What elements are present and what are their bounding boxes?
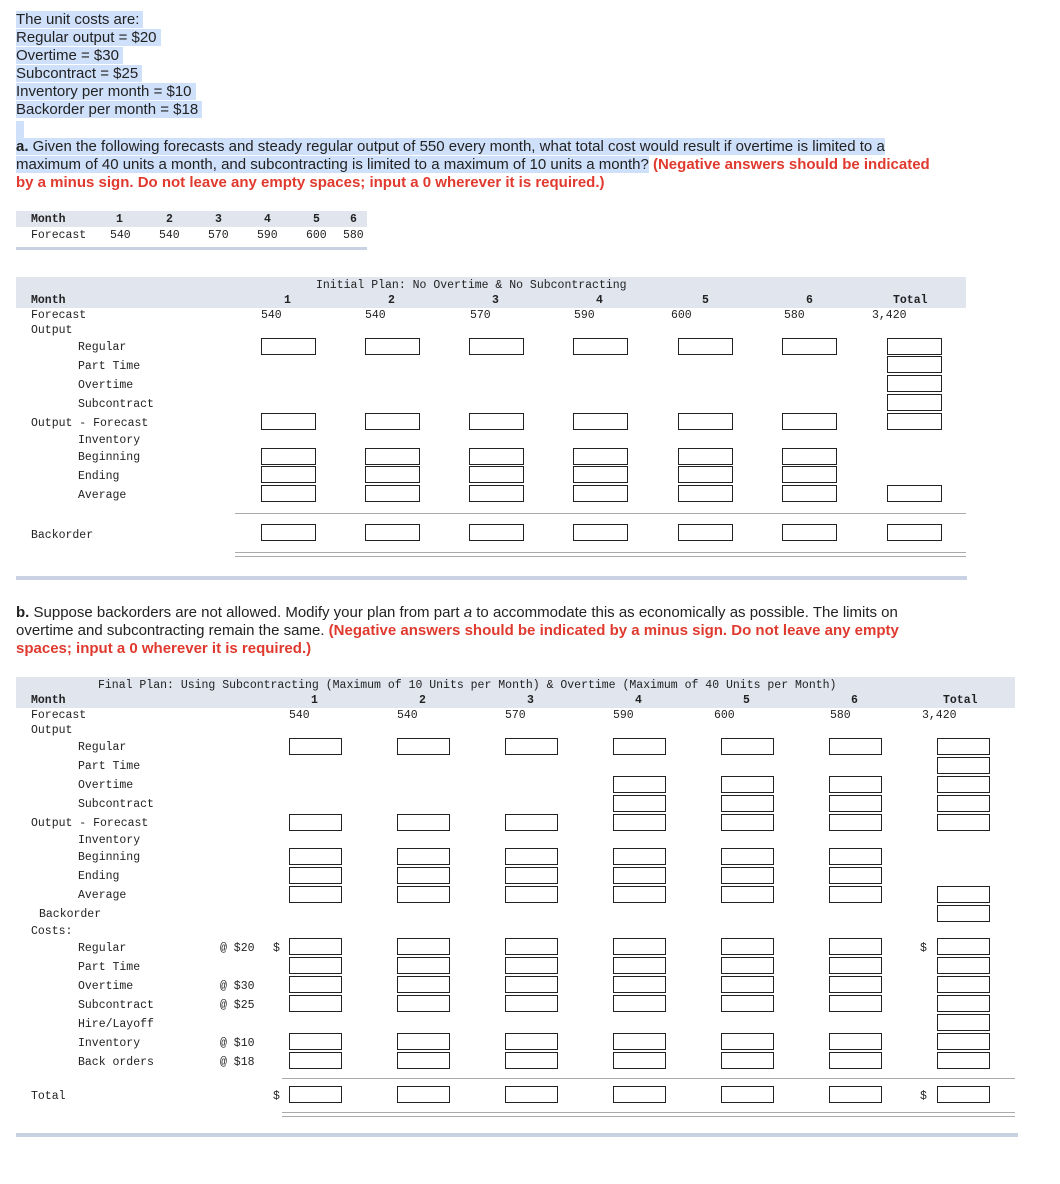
plan-b-output-minus-forecast-input[interactable]	[397, 814, 450, 831]
plan-b-cost-overtime-input[interactable]	[397, 976, 450, 993]
plan-a-backorder-input[interactable]	[469, 524, 524, 541]
plan-a-regular-input[interactable]	[782, 338, 837, 355]
plan-a-output-label: Output	[31, 324, 73, 337]
rate-regular: @ $20	[220, 942, 255, 955]
plan-a-average-input[interactable]	[782, 485, 837, 502]
plan-b-regular-input[interactable]	[289, 738, 342, 755]
plan-b-beginning-label: Beginning	[78, 851, 141, 864]
plan-a-month-label: Month	[31, 294, 66, 307]
plan-b-cost-back-orders-input[interactable]	[397, 1052, 450, 1069]
plan-b-output-minus-forecast-input[interactable]	[829, 814, 882, 831]
plan-b-beginning-input[interactable]	[721, 848, 774, 865]
plan-a-forecast: 570	[470, 309, 491, 322]
plan-b-forecast-total: 3,420	[922, 709, 957, 722]
plan-a-ending-input[interactable]	[365, 466, 420, 483]
plan-a-backorder-input[interactable]	[365, 524, 420, 541]
forecast-table-divider	[16, 247, 367, 250]
plan-a-beginning-input[interactable]	[261, 448, 316, 465]
plan-b-cost-back-orders-input[interactable]	[829, 1052, 882, 1069]
plan-b-cost-inventory-label: Inventory	[78, 1037, 141, 1050]
plan-a-month: 5	[702, 294, 709, 307]
plan-a-ending-label: Ending	[78, 470, 120, 483]
plan-b-cost-part-time-input[interactable]	[721, 957, 774, 974]
plan-b-beginning-input[interactable]	[829, 848, 882, 865]
cost-inventory-line: Inventory per month = $10	[16, 83, 196, 101]
plan-a-divider	[16, 576, 967, 580]
plan-a-average-input[interactable]	[678, 485, 733, 502]
plan-a-beginning-input[interactable]	[573, 448, 628, 465]
plan-a-month: 6	[806, 294, 813, 307]
plan-b-total-cost-column-input[interactable]	[937, 995, 990, 1012]
plan-b-average-input[interactable]	[721, 886, 774, 903]
cost-subcontract-line: Subcontract = $25	[16, 65, 142, 83]
plan-a-output-minus-forecast-input[interactable]	[678, 413, 733, 430]
plan-a-total-output-minus-forecast-input[interactable]	[887, 413, 942, 430]
forecast-month: 4	[264, 213, 271, 226]
plan-b-total-cost-column-input[interactable]	[937, 1014, 990, 1031]
plan-b-cost-regular-input[interactable]	[721, 938, 774, 955]
plan-a-beginning-label: Beginning	[78, 451, 141, 464]
plan-a-output-minus-forecast-input[interactable]	[469, 413, 524, 430]
plan-b-cost-inventory-input[interactable]	[289, 1033, 342, 1050]
plan-b-overtime-input[interactable]	[829, 776, 882, 793]
dollar-sign: $	[920, 1090, 927, 1103]
forecast-value: 580	[343, 229, 364, 242]
plan-b-average-input[interactable]	[397, 886, 450, 903]
plan-b-total-cost-input[interactable]	[397, 1086, 450, 1103]
plan-b-ending-input[interactable]	[289, 867, 342, 884]
plan-b-month: 1	[311, 694, 318, 707]
plan-b-subcontract-input[interactable]	[829, 795, 882, 812]
plan-b-total-cost-input[interactable]	[289, 1086, 342, 1103]
plan-b-cost-back-orders-input[interactable]	[613, 1052, 666, 1069]
plan-b-cost-regular-input[interactable]	[505, 938, 558, 955]
forecast-month: 1	[116, 213, 123, 226]
plan-a-regular-label: Regular	[78, 341, 127, 354]
plan-b-overtime-input[interactable]	[721, 776, 774, 793]
forecast-value: 570	[208, 229, 229, 242]
cost-regular-line: Regular output = $20	[16, 29, 161, 47]
plan-a-output-minus-forecast-input[interactable]	[782, 413, 837, 430]
dollar-sign: $	[273, 942, 280, 955]
plan-a-average-input[interactable]	[365, 485, 420, 502]
plan-a-forecast: 600	[671, 309, 692, 322]
plan-b-title: Final Plan: Using Subcontracting (Maximum of 10 Units per Month) & Overtime (Maximum of 40 Units per Month)	[98, 679, 837, 692]
plan-b-cost-overtime-label: Overtime	[78, 980, 134, 993]
plan-b-cost-hire-layoff-label: Hire/Layoff	[78, 1018, 154, 1031]
plan-b-cost-inventory-input[interactable]	[721, 1033, 774, 1050]
plan-a-ending-input[interactable]	[261, 466, 316, 483]
plan-b-subcontract-input[interactable]	[613, 795, 666, 812]
plan-b-output-label: Output	[31, 724, 73, 737]
plan-a-subcontract-label: Subcontract	[78, 398, 154, 411]
forecast-month: 5	[313, 213, 320, 226]
plan-b-cost-subcontract-label: Subcontract	[78, 999, 154, 1012]
plan-b-regular-input[interactable]	[721, 738, 774, 755]
plan-b-overtime-input[interactable]	[613, 776, 666, 793]
plan-b-month: 4	[635, 694, 642, 707]
plan-b-cost-overtime-input[interactable]	[613, 976, 666, 993]
plan-a-month: 4	[596, 294, 603, 307]
plan-b-total-label: Total	[943, 694, 978, 707]
plan-a-rule	[235, 552, 966, 553]
plan-a-output-minus-forecast-input[interactable]	[573, 413, 628, 430]
plan-b-costs-label: Costs:	[31, 925, 73, 938]
plan-a-regular-input[interactable]	[678, 338, 733, 355]
plan-a-backorder-input[interactable]	[782, 524, 837, 541]
plan-b-month: 2	[419, 694, 426, 707]
plan-b-cost-back-orders-input[interactable]	[289, 1052, 342, 1069]
plan-a-rule	[235, 513, 966, 514]
plan-a-average-label: Average	[78, 489, 127, 502]
plan-b-average-input[interactable]	[289, 886, 342, 903]
plan-b-cost-regular-input[interactable]	[289, 938, 342, 955]
plan-a-overtime-label: Overtime	[78, 379, 134, 392]
rate-inventory: @ $10	[220, 1037, 255, 1050]
plan-b-cost-back-orders-label: Back orders	[78, 1056, 154, 1069]
plan-b-ending-input[interactable]	[829, 867, 882, 884]
plan-a-output-minus-forecast-input[interactable]	[365, 413, 420, 430]
dollar-sign: $	[920, 942, 927, 955]
forecast-month: 6	[350, 213, 357, 226]
plan-a-forecast-total: 3,420	[872, 309, 907, 322]
plan-b-inventory-label: Inventory	[78, 834, 141, 847]
plan-b-regular-input[interactable]	[613, 738, 666, 755]
plan-b-forecast: 570	[505, 709, 526, 722]
part-b-question: b. Suppose backorders are not allowed. Modify your plan from part a to accommodate this as economically as possible. The limits on overtime and subcontracting remain the same. (Negative answers should be indicated by a minus sign. Do not leave any empty spaces; input a 0 wherever it is required.)	[16, 604, 899, 657]
plan-b-part-time-label: Part Time	[78, 760, 141, 773]
forecast-value: 540	[159, 229, 180, 242]
plan-b-cost-overtime-input[interactable]	[721, 976, 774, 993]
plan-b-cost-part-time-input[interactable]	[505, 957, 558, 974]
plan-b-regular-label: Regular	[78, 741, 127, 754]
plan-b-cost-regular-input[interactable]	[397, 938, 450, 955]
plan-b-beginning-input[interactable]	[289, 848, 342, 865]
plan-b-average-input[interactable]	[829, 886, 882, 903]
plan-b-total-cost-column-input[interactable]	[937, 1033, 990, 1050]
plan-b-total-cost-column-input[interactable]	[937, 1086, 990, 1103]
plan-b-month: 6	[851, 694, 858, 707]
plan-b-output-minus-forecast-label: Output - Forecast	[31, 817, 149, 830]
plan-b-total-column-input[interactable]	[937, 814, 990, 831]
plan-b-total-average-input[interactable]	[937, 886, 990, 903]
plan-a-average-input[interactable]	[469, 485, 524, 502]
plan-b-total-cost-input[interactable]	[613, 1086, 666, 1103]
plan-b-total-cost-column-input[interactable]	[937, 1052, 990, 1069]
plan-b-total-cost-column-input[interactable]	[937, 938, 990, 955]
plan-b-cost-inventory-input[interactable]	[397, 1033, 450, 1050]
plan-a-ending-input[interactable]	[469, 466, 524, 483]
plan-a-part-time-label: Part Time	[78, 360, 141, 373]
plan-b-rule	[282, 1116, 1015, 1117]
plan-b-total-column-input[interactable]	[937, 776, 990, 793]
plan-b-overtime-label: Overtime	[78, 779, 134, 792]
plan-a-total-average-input[interactable]	[887, 485, 942, 502]
plan-b-forecast: 580	[830, 709, 851, 722]
plan-a-backorder-input[interactable]	[573, 524, 628, 541]
plan-a-total-subcontract-input[interactable]	[887, 394, 942, 411]
plan-a-output-minus-forecast-label: Output - Forecast	[31, 417, 149, 430]
plan-a-total-overtime-input[interactable]	[887, 375, 942, 392]
plan-b-cost-subcontract-input[interactable]	[397, 995, 450, 1012]
plan-b-total-cost-input[interactable]	[829, 1086, 882, 1103]
plan-a-backorder-label: Backorder	[31, 529, 94, 542]
plan-b-average-input[interactable]	[505, 886, 558, 903]
plan-b-cost-inventory-input[interactable]	[613, 1033, 666, 1050]
plan-a-month: 3	[492, 294, 499, 307]
rate-back-orders: @ $18	[220, 1056, 255, 1069]
plan-b-rule	[282, 1112, 1015, 1113]
plan-a-average-input[interactable]	[261, 485, 316, 502]
forecast-table-month-label: Month	[31, 213, 66, 226]
plan-b-subcontract-label: Subcontract	[78, 798, 154, 811]
plan-b-total-cost-column-input[interactable]	[937, 957, 990, 974]
plan-b-beginning-input[interactable]	[613, 848, 666, 865]
plan-a-regular-input[interactable]	[573, 338, 628, 355]
plan-b-cost-part-time-label: Part Time	[78, 961, 141, 974]
plan-b-average-label: Average	[78, 889, 127, 902]
plan-b-backorder-label: Backorder	[39, 908, 102, 921]
plan-b-cost-inventory-input[interactable]	[829, 1033, 882, 1050]
dollar-sign: $	[273, 1090, 280, 1103]
plan-a-month: 2	[388, 294, 395, 307]
plan-a-total-backorder-input[interactable]	[887, 524, 942, 541]
plan-b-rule	[282, 1078, 1015, 1079]
plan-a-total-regular-input[interactable]	[887, 338, 942, 355]
forecast-value: 600	[306, 229, 327, 242]
plan-b-cost-subcontract-input[interactable]	[613, 995, 666, 1012]
plan-b-regular-input[interactable]	[397, 738, 450, 755]
plan-b-cost-subcontract-input[interactable]	[829, 995, 882, 1012]
plan-a-regular-input[interactable]	[261, 338, 316, 355]
plan-b-forecast: 590	[613, 709, 634, 722]
plan-b-divider	[16, 1133, 1018, 1137]
selection-highlight	[16, 121, 24, 139]
plan-b-cost-overtime-input[interactable]	[505, 976, 558, 993]
plan-b-month-label: Month	[31, 694, 66, 707]
cost-overtime-line: Overtime = $30	[16, 47, 123, 65]
plan-a-ending-input[interactable]	[782, 466, 837, 483]
plan-b-total-cost-input[interactable]	[721, 1086, 774, 1103]
plan-a-month: 1	[284, 294, 291, 307]
plan-a-inventory-label: Inventory	[78, 434, 141, 447]
forecast-month: 3	[215, 213, 222, 226]
plan-b-forecast: 540	[397, 709, 418, 722]
plan-a-beginning-input[interactable]	[678, 448, 733, 465]
intro-heading: The unit costs are:	[16, 11, 143, 29]
plan-b-output-minus-forecast-input[interactable]	[505, 814, 558, 831]
plan-b-output-minus-forecast-input[interactable]	[613, 814, 666, 831]
plan-b-total-column-input[interactable]	[937, 795, 990, 812]
plan-b-total-column-input[interactable]	[937, 738, 990, 755]
forecast-table-forecast-label: Forecast	[31, 229, 87, 242]
plan-a-rule	[235, 556, 966, 557]
plan-b-cost-regular-label: Regular	[78, 942, 127, 955]
plan-b-cost-part-time-input[interactable]	[289, 957, 342, 974]
plan-b-ending-input[interactable]	[505, 867, 558, 884]
plan-b-cost-inventory-input[interactable]	[505, 1033, 558, 1050]
plan-a-output-minus-forecast-input[interactable]	[261, 413, 316, 430]
plan-b-subcontract-input[interactable]	[721, 795, 774, 812]
rate-overtime: @ $30	[220, 980, 255, 993]
plan-b-forecast: 600	[714, 709, 735, 722]
plan-b-cost-subcontract-input[interactable]	[721, 995, 774, 1012]
plan-b-cost-overtime-input[interactable]	[289, 976, 342, 993]
plan-b-cost-part-time-input[interactable]	[829, 957, 882, 974]
plan-b-beginning-input[interactable]	[397, 848, 450, 865]
plan-a-beginning-input[interactable]	[469, 448, 524, 465]
plan-b-regular-input[interactable]	[505, 738, 558, 755]
plan-b-ending-input[interactable]	[613, 867, 666, 884]
plan-b-average-input[interactable]	[613, 886, 666, 903]
plan-b-total-cost-input[interactable]	[505, 1086, 558, 1103]
forecast-month: 2	[166, 213, 173, 226]
plan-b-cost-subcontract-input[interactable]	[505, 995, 558, 1012]
plan-a-ending-input[interactable]	[678, 466, 733, 483]
plan-a-forecast: 540	[365, 309, 386, 322]
cost-backorder-line: Backorder per month = $18	[16, 101, 202, 119]
plan-a-regular-input[interactable]	[365, 338, 420, 355]
plan-b-ending-label: Ending	[78, 870, 120, 883]
plan-b-cost-regular-input[interactable]	[613, 938, 666, 955]
plan-b-cost-back-orders-input[interactable]	[505, 1052, 558, 1069]
plan-b-total-backorder-input[interactable]	[937, 905, 990, 922]
plan-a-beginning-input[interactable]	[365, 448, 420, 465]
part-a-question: a. Given the following forecasts and steady regular output of 550 every month, what total cost would result if overtime is limited to a maximum of 40 units a month, and subcontracting is limited to a maximum of 10 units a month? (Negative answers should be indicated by a minus sign. Do not leave any empty spaces; input a 0 wherever it is required.)	[16, 138, 930, 191]
plan-b-cost-part-time-input[interactable]	[613, 957, 666, 974]
plan-a-regular-input[interactable]	[469, 338, 524, 355]
plan-b-total-row-label: Total	[31, 1090, 66, 1103]
plan-b-beginning-input[interactable]	[505, 848, 558, 865]
plan-b-cost-regular-input[interactable]	[829, 938, 882, 955]
plan-a-forecast: 540	[261, 309, 282, 322]
plan-a-backorder-input[interactable]	[261, 524, 316, 541]
plan-a-total-label: Total	[893, 294, 928, 307]
plan-b-cost-overtime-input[interactable]	[829, 976, 882, 993]
rate-subcontract: @ $25	[220, 999, 255, 1012]
plan-b-ending-input[interactable]	[721, 867, 774, 884]
plan-a-beginning-input[interactable]	[782, 448, 837, 465]
forecast-value: 590	[257, 229, 278, 242]
plan-b-total-column-input[interactable]	[937, 757, 990, 774]
plan-a-title: Initial Plan: No Overtime & No Subcontracting	[316, 279, 627, 292]
plan-a-total-part-time-input[interactable]	[887, 356, 942, 373]
plan-a-backorder-input[interactable]	[678, 524, 733, 541]
plan-a-average-input[interactable]	[573, 485, 628, 502]
plan-a-forecast: 580	[784, 309, 805, 322]
plan-a-forecast: 590	[574, 309, 595, 322]
plan-b-output-minus-forecast-input[interactable]	[721, 814, 774, 831]
plan-b-month: 5	[743, 694, 750, 707]
plan-b-forecast: 540	[289, 709, 310, 722]
plan-b-total-cost-column-input[interactable]	[937, 976, 990, 993]
forecast-value: 540	[110, 229, 131, 242]
plan-b-forecast-label: Forecast	[31, 709, 87, 722]
plan-b-cost-back-orders-input[interactable]	[721, 1052, 774, 1069]
plan-a-forecast-label: Forecast	[31, 309, 87, 322]
plan-b-month: 3	[527, 694, 534, 707]
plan-b-cost-part-time-input[interactable]	[397, 957, 450, 974]
plan-b-output-minus-forecast-input[interactable]	[289, 814, 342, 831]
plan-b-regular-input[interactable]	[829, 738, 882, 755]
plan-a-ending-input[interactable]	[573, 466, 628, 483]
plan-b-cost-subcontract-input[interactable]	[289, 995, 342, 1012]
plan-b-ending-input[interactable]	[397, 867, 450, 884]
